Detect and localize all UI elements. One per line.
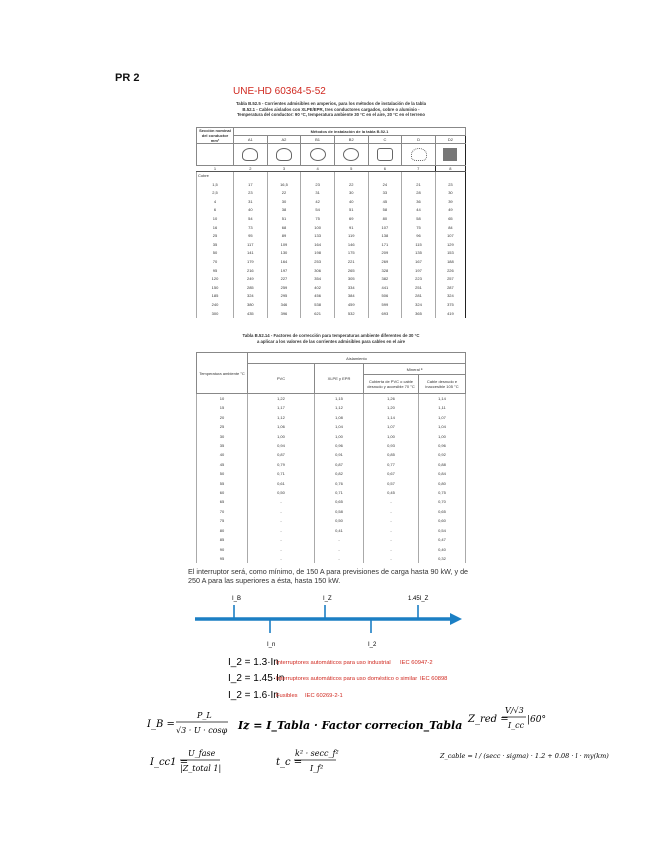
label-ib: I_B [232, 596, 242, 602]
formula-zred-lhs: Z_red = [468, 714, 509, 725]
formula-tc-lhs: t_c = [276, 757, 303, 768]
formula-zred-num: V/√3 [505, 706, 524, 715]
table-cell: 396 [267, 310, 301, 319]
table-cell: 40 [234, 206, 268, 215]
table-cell: 538 [301, 301, 335, 310]
table-cell: 0,50 [315, 516, 364, 525]
table-cell: 1,04 [419, 422, 466, 431]
legend-desc: Interruptores automáticos para uso doméstico o similar [276, 676, 418, 682]
table-cell: 146 [334, 241, 368, 250]
formula-zred-den: I_cc [508, 721, 525, 730]
table-cell: 75 [197, 516, 248, 525]
table-cell: 138 [368, 232, 402, 241]
table-cell: 45 [368, 198, 402, 207]
table-cell: 0,65 [315, 497, 364, 506]
table-cell: 44 [402, 206, 436, 215]
table-cell: 0,96 [419, 441, 466, 450]
table-cell: 251 [402, 284, 436, 293]
table-cell: 109 [267, 241, 301, 250]
table-cell: 23 [301, 181, 335, 190]
table-cell: 23 [435, 181, 465, 190]
column-number: 4 [301, 166, 335, 172]
table-cell: 0,41 [315, 526, 364, 535]
table-cell: - [248, 526, 315, 535]
table-cell: 1,00 [364, 432, 419, 441]
mineral-b-header: Cable desnudo e inaccesible 105 °C [419, 375, 466, 394]
table-cell: 55 [197, 479, 248, 488]
table-cell: 0,87 [248, 450, 315, 459]
table-cell: 133 [301, 232, 335, 241]
table-cell: 441 [368, 284, 402, 293]
table-cell: 0,65 [419, 507, 466, 516]
table-cell: 15 [197, 403, 248, 412]
method-a2: A2 [267, 136, 301, 144]
table-cell: 36 [402, 198, 436, 207]
table-cell: - [364, 526, 419, 535]
table-cell: 10 [197, 394, 248, 404]
table-cell: 0,61 [248, 479, 315, 488]
table-cell: 257 [435, 275, 465, 284]
table-cell: 506 [368, 292, 402, 301]
table-cell: 1,14 [419, 394, 466, 404]
table-cell: 51 [334, 206, 368, 215]
table-cell: 324 [234, 292, 268, 301]
table-cell: 0,71 [248, 469, 315, 478]
table-cell: 0,80 [419, 479, 466, 488]
table-cell: 0,40 [419, 545, 466, 554]
table-cell: 1,04 [315, 422, 364, 431]
table-cell: 0,67 [364, 469, 419, 478]
table-cell: 226 [435, 267, 465, 276]
table-cell: 0,75 [419, 488, 466, 497]
table-cell: 164 [267, 258, 301, 267]
legend-norm: IEC 60269-2-1 [305, 693, 343, 699]
table-cell: 73 [234, 224, 268, 233]
table-cell: 0,70 [419, 497, 466, 506]
table-cell: 402 [301, 284, 335, 293]
table-cell: 1,14 [364, 413, 419, 422]
section-header: Sección nominal del conductor mm² [197, 128, 234, 144]
table-cell: 384 [334, 292, 368, 301]
legend-desc: Interruptores automáticos para uso industrial [276, 660, 391, 666]
label-i2: I_2 [368, 642, 377, 648]
label-in: I_n [267, 642, 276, 648]
table-cell: 22 [267, 189, 301, 198]
table2-caption-line: Tabla B.52.14 - Factores de corrección para temperaturas ambiente diferentes de 30 °C [242, 333, 420, 338]
table-cell: 50 [197, 249, 234, 258]
table-cell: 22 [334, 181, 368, 190]
table-cell: 365 [402, 310, 436, 319]
table-cell: 0,94 [248, 441, 315, 450]
table-cell: 0,92 [419, 450, 466, 459]
table-cell: 24 [368, 181, 402, 190]
formula-tc-den: I_f² [310, 764, 324, 773]
table-cell: 80 [368, 215, 402, 224]
formula-zred-angle: |60° [527, 715, 546, 725]
table-cell: 95 [197, 267, 234, 276]
table-cell: 30 [334, 189, 368, 198]
mineral-header: Mineral ª [364, 364, 466, 375]
table-cell: 693 [368, 310, 402, 319]
table-cell: 1,11 [419, 403, 466, 412]
column-number: 1 [197, 166, 234, 172]
table-cell: 175 [334, 249, 368, 258]
formula-tc-num: k² · secc_f² [295, 749, 339, 758]
table2-caption-line: a aplicar a los valores de las corrientes admisibles para cables en el aire [256, 338, 406, 344]
table-cell: 1,20 [364, 403, 419, 412]
table-cell: 179 [234, 258, 268, 267]
formula-zcable: Z_cable = l / (secc · sigma) · 1.2 + 0.08 · l · my(km) [440, 752, 609, 760]
table-cell: 95 [197, 554, 248, 563]
table-cell: 100 [301, 224, 335, 233]
standard-title: UNE-HD 60364-5-52 [233, 86, 326, 97]
table-cell: 306 [301, 267, 335, 276]
table-cell: 90 [197, 545, 248, 554]
table-cell: 30 [435, 189, 465, 198]
table-cell: 69 [334, 215, 368, 224]
table-cell: 141 [234, 249, 268, 258]
table-cell: 135 [402, 249, 436, 258]
column-number: 2 [234, 166, 268, 172]
table-cell: 0,60 [419, 516, 466, 525]
table-cell: 35 [197, 441, 248, 450]
column-number: 8 [435, 166, 465, 172]
table-cell: 334 [334, 284, 368, 293]
table-cell: 1,5 [197, 181, 234, 190]
table-cell: 253 [301, 258, 335, 267]
table-cell: - [364, 516, 419, 525]
xlpe-header: XLPE y EPR [315, 364, 364, 394]
table-cell: 221 [334, 258, 368, 267]
table-cell: 305 [334, 275, 368, 284]
table-cell: 25 [197, 422, 248, 431]
table-cell: 6 [197, 206, 234, 215]
table-cell: 65 [197, 497, 248, 506]
material-label: Cobre [197, 172, 234, 181]
table-cell: 287 [435, 284, 465, 293]
table-cell: 58 [368, 206, 402, 215]
table-cell: 68 [267, 224, 301, 233]
legend-norm: IEC 60898 [420, 676, 448, 682]
table-cell: - [248, 535, 315, 544]
label-145iz: 1.45I_Z [408, 596, 429, 602]
table1-caption-line: Tabla B.52.5 - Corrientes admisibles en amperios, para los métodos de instalación de la tabla [236, 101, 426, 106]
table-cell: 23 [234, 189, 268, 198]
table-cell: 0,45 [364, 488, 419, 497]
table-cell: 31 [301, 189, 335, 198]
table-cell: 0,58 [315, 507, 364, 516]
table-cell: 70 [197, 258, 234, 267]
table-cell: 31 [234, 198, 268, 207]
table-cell: 30 [197, 432, 248, 441]
page-label: PR 2 [115, 72, 140, 84]
column-number: 5 [334, 166, 368, 172]
table-cell: 0,93 [364, 441, 419, 450]
table-cell: 75 [402, 224, 436, 233]
table-cell: 20 [197, 413, 248, 422]
table-cell: - [364, 507, 419, 516]
table-cell: - [315, 545, 364, 554]
table-cell: 240 [197, 301, 234, 310]
table-cell: - [248, 507, 315, 516]
table-cell: - [364, 545, 419, 554]
table-cell: 95 [234, 232, 268, 241]
table-cell: 21 [402, 181, 436, 190]
table-cell: 45 [197, 460, 248, 469]
method-c: C [368, 136, 402, 144]
table-cell: 1,00 [419, 432, 466, 441]
table-cell: 96 [402, 232, 436, 241]
table-cell: 1,00 [315, 432, 364, 441]
table-cell: 150 [197, 284, 234, 293]
table-cell: 435 [234, 310, 268, 319]
table-cell: 456 [301, 292, 335, 301]
method-a1: A1 [234, 136, 268, 144]
table-cell: 33 [368, 189, 402, 198]
table-cell: 80 [197, 526, 248, 535]
table-cell: 1,22 [248, 394, 315, 404]
table-cell: 419 [435, 310, 465, 319]
formula-icc-lhs: I_cc1 = [150, 757, 189, 768]
table-cell: 227 [267, 275, 301, 284]
table-cell: 216 [234, 267, 268, 276]
table-cell: 119 [334, 232, 368, 241]
table-cell: 117 [234, 241, 268, 250]
table-cell: 188 [435, 258, 465, 267]
formula-ib-num: P_L [197, 711, 212, 720]
table-cell: - [364, 535, 419, 544]
table-cell: 300 [197, 310, 234, 319]
method-b1: B1 [301, 136, 335, 144]
table-cell: - [364, 554, 419, 563]
table-cell: 65 [435, 215, 465, 224]
table-cell: 38 [267, 206, 301, 215]
table-cell: 107 [435, 232, 465, 241]
table-cell: 0,87 [315, 460, 364, 469]
table-cell: 599 [368, 301, 402, 310]
table-cell: 40 [334, 198, 368, 207]
legend-label: I_2 = 1.45·In [228, 673, 285, 684]
table-cell: 0,77 [364, 460, 419, 469]
table-cell: 249 [234, 275, 268, 284]
table-cell: 0,50 [248, 488, 315, 497]
table-cell: 324 [402, 301, 436, 310]
legend-norm: IEC 60947-2 [400, 660, 433, 666]
table-cell: 0,57 [364, 479, 419, 488]
insulation-header: Aislamiento [248, 353, 466, 364]
formula-iz: Iz = I_Tabla · Factor correcion_Tabla [238, 719, 463, 732]
table-cell: 54 [301, 206, 335, 215]
column-number: 6 [368, 166, 402, 172]
table-cell: 1,12 [315, 403, 364, 412]
mineral-a-header: Cubierta de PVC o cable desnudo y accesible 70 °C [364, 375, 419, 394]
table-cell: 375 [435, 301, 465, 310]
table-cell: 130 [267, 249, 301, 258]
table-cell: 0,54 [419, 526, 466, 535]
table-cell: 4 [197, 198, 234, 207]
table-cell: 197 [267, 267, 301, 276]
temp-header: Temperatura ambiente °C [197, 353, 248, 394]
table-cell: 115 [402, 241, 436, 250]
table-cell: 1,26 [364, 394, 419, 404]
pvc-header: PVC [248, 364, 315, 394]
table-cell: 382 [368, 275, 402, 284]
table-cell: 0,96 [315, 441, 364, 450]
table-cell: 0,71 [315, 488, 364, 497]
table-cell: - [315, 535, 364, 544]
table-cell: 153 [435, 249, 465, 258]
table-cell: 25 [197, 232, 234, 241]
table-cell: 28 [402, 189, 436, 198]
column-number: 7 [402, 166, 436, 172]
table-cell: 129 [435, 241, 465, 250]
table-cell: 532 [334, 310, 368, 319]
table-cell: 1,00 [248, 432, 315, 441]
table-cell: 89 [267, 232, 301, 241]
table-cell: 0,91 [315, 450, 364, 459]
formula-icc-den: |Z_total 1| [180, 764, 222, 773]
table1-caption-line: B.52.1 - Cables aislados con XLPE/EPR, tres conductores cargados, cobre o aluminio - [242, 106, 420, 112]
table-cell: 185 [197, 292, 234, 301]
table-cell: 0,47 [419, 535, 466, 544]
table-cell: 91 [334, 224, 368, 233]
breaker-note: El interruptor será, como mínimo, de 150 A para previsiones de carga hasta 90 kW, y de 250 A para las superiores a ésta, hasta 150 kW. [188, 567, 469, 585]
table-cell: 285 [234, 284, 268, 293]
table-cell: - [315, 554, 364, 563]
table-cell: 40 [197, 450, 248, 459]
table1-caption-line: Temperatura del conductor: 90 °C, temperatura ambiente 30 °C en el aire, 20 °C en el terreno [237, 112, 425, 118]
table-cell: 35 [197, 241, 234, 250]
table-cell: 1,08 [315, 413, 364, 422]
table-cell: 223 [402, 275, 436, 284]
table-cell: 75 [301, 215, 335, 224]
table-cell: 1,06 [248, 422, 315, 431]
table-cell: 1,07 [419, 413, 466, 422]
table-cell: 259 [267, 284, 301, 293]
method-d: D [402, 136, 436, 144]
table-cell: 39 [435, 198, 465, 207]
table-cell: 0,85 [364, 450, 419, 459]
formula-ib-lhs: I_B = [147, 719, 175, 730]
method-d2: D2 [435, 136, 465, 144]
table-cell: 1,07 [364, 422, 419, 431]
table-cell: 17 [234, 181, 268, 190]
table-cell: 0,79 [248, 460, 315, 469]
table-cell: 85 [197, 535, 248, 544]
formula-icc-num: U_fase [188, 749, 216, 758]
table-cell: 70 [197, 507, 248, 516]
table-cell: 459 [334, 301, 368, 310]
table-cell: 60 [197, 488, 248, 497]
method-header: Métodos de instalación de la tabla B.52.1 [234, 128, 466, 136]
table-cell: 120 [197, 275, 234, 284]
legend-label: I_2 = 1.3·In [228, 657, 279, 668]
table-cell: 197 [402, 267, 436, 276]
table-cell: 42 [301, 198, 335, 207]
table-cell: 0,82 [315, 469, 364, 478]
label-iz: I_Z [323, 596, 332, 602]
table-cell: 16 [197, 224, 234, 233]
table-cell: 1,15 [315, 394, 364, 404]
table-cell: 328 [368, 267, 402, 276]
table-cell: 50 [197, 469, 248, 478]
table-cell: 209 [368, 249, 402, 258]
table-cell: 621 [301, 310, 335, 319]
table-cell: - [248, 516, 315, 525]
table-cell: - [364, 497, 419, 506]
table-cell: 49 [435, 206, 465, 215]
column-number: 3 [267, 166, 301, 172]
table-cell: 354 [301, 275, 335, 284]
table-cell: - [248, 554, 315, 563]
table-cell: 16,5 [267, 181, 301, 190]
table-cell: - [248, 545, 315, 554]
formula-ib-den: √3 · U · cosφ [176, 726, 228, 735]
legend-label: I_2 = 1.6·In [228, 690, 279, 701]
table-cell: 54 [234, 215, 268, 224]
table-cell: 0,76 [315, 479, 364, 488]
table-cell: 269 [368, 258, 402, 267]
table-cell: 324 [435, 292, 465, 301]
table-cell: 281 [402, 292, 436, 301]
table-cell: 346 [267, 301, 301, 310]
table-cell: 265 [334, 267, 368, 276]
table-cell: 198 [301, 249, 335, 258]
table-cell: 295 [267, 292, 301, 301]
table-cell: 0,84 [419, 469, 466, 478]
method-b2: B2 [334, 136, 368, 144]
table-cell: 380 [234, 301, 268, 310]
table-cell: 51 [267, 215, 301, 224]
table-cell: 164 [301, 241, 335, 250]
legend-desc: Fusibles [276, 693, 298, 699]
table-cell: 107 [368, 224, 402, 233]
table-cell: 58 [402, 215, 436, 224]
table-cell: 2,5 [197, 189, 234, 198]
table-cell: 1,12 [248, 413, 315, 422]
table-cell: 0,88 [419, 460, 466, 469]
table-cell: 0,32 [419, 554, 466, 563]
table-cell: - [248, 497, 315, 506]
table-cell: 30 [267, 198, 301, 207]
table-cell: 171 [368, 241, 402, 250]
table-cell: 84 [435, 224, 465, 233]
table-cell: 10 [197, 215, 234, 224]
axis-arrow-icon [450, 613, 462, 625]
table-cell: 1,17 [248, 403, 315, 412]
table-cell: 167 [402, 258, 436, 267]
